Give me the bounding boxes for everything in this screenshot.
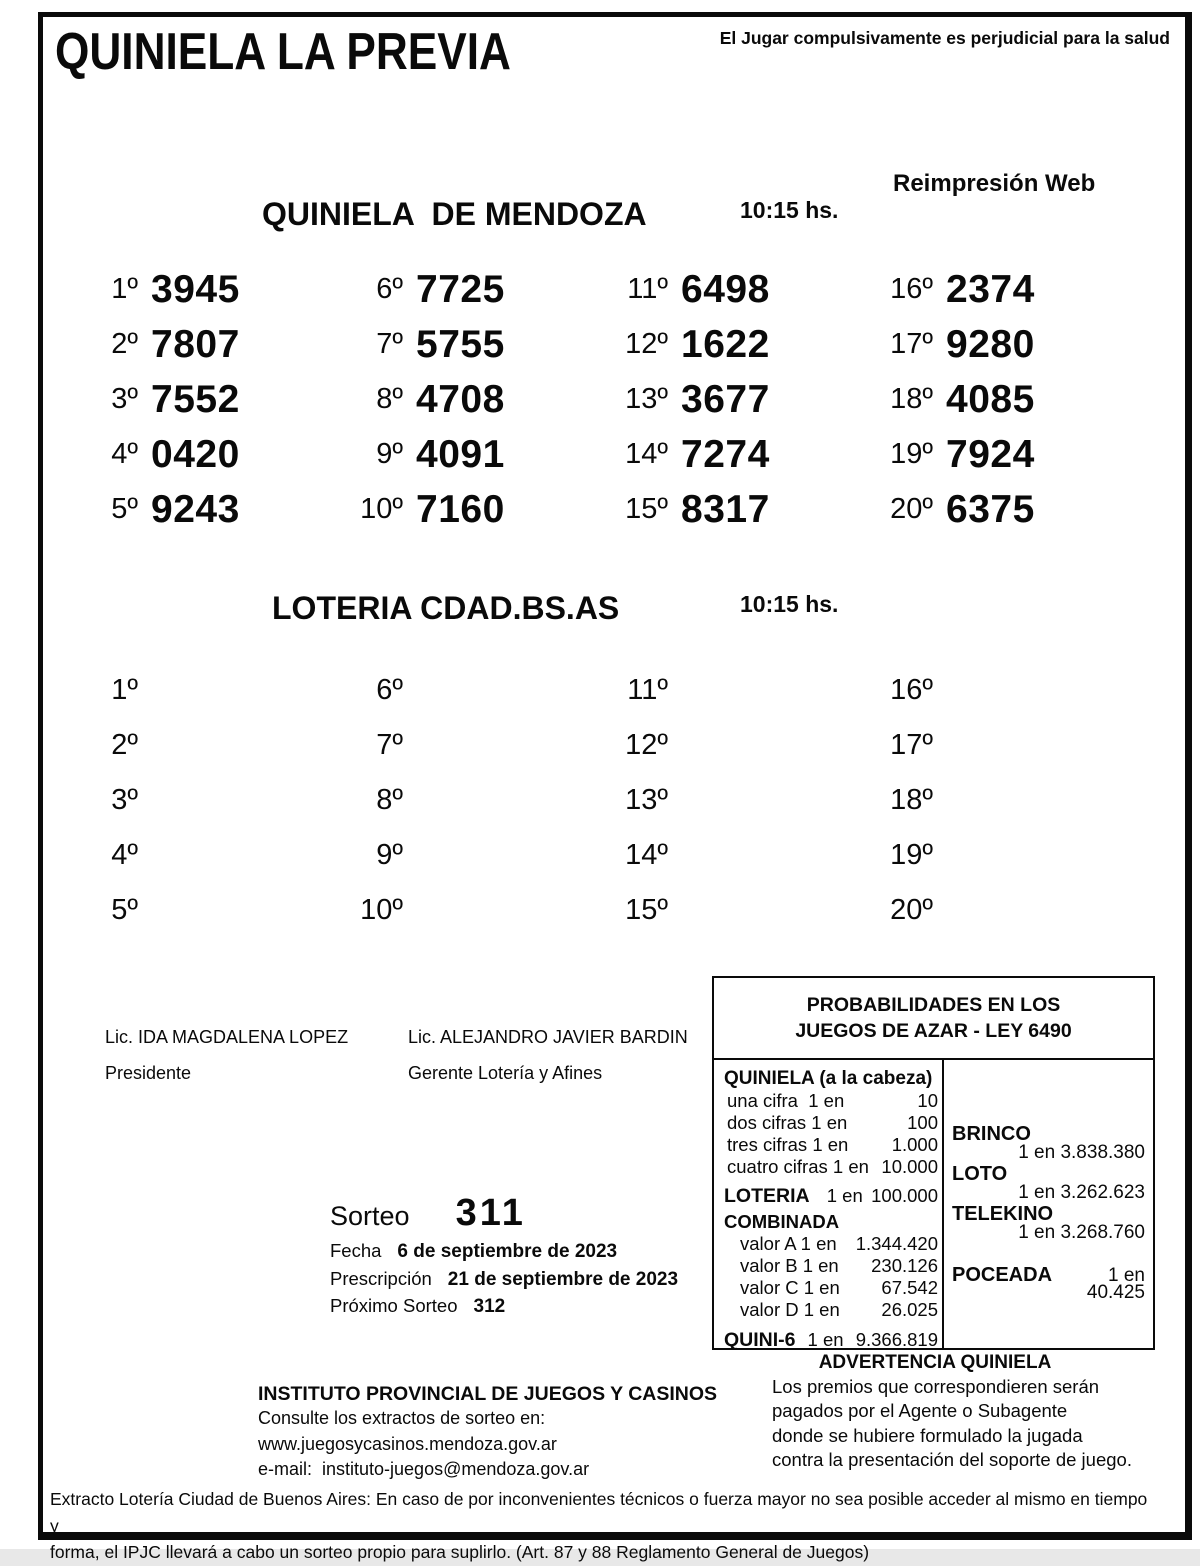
combinada-odds-row bbox=[724, 1233, 938, 1255]
bsas-result-cell bbox=[855, 828, 1120, 883]
result-position: 19º bbox=[890, 438, 933, 470]
game-name: TELEKINO bbox=[952, 1203, 1054, 1225]
advertencia-line: Los premios que correspondieren serán bbox=[772, 1376, 1100, 1397]
game-name: LOTO bbox=[952, 1163, 1008, 1185]
loteria-mid: 1 en bbox=[821, 1185, 863, 1206]
bsas-section-title: LOTERIA CDAD.BS.AS bbox=[272, 590, 620, 626]
mendoza-result-cell bbox=[325, 427, 590, 482]
probabilities-body bbox=[714, 1060, 1153, 1350]
probabilities-left-column bbox=[714, 1060, 944, 1350]
next-draw-row bbox=[330, 1293, 678, 1321]
mendoza-result-cell bbox=[60, 262, 325, 317]
mendoza-result-cell bbox=[60, 427, 325, 482]
mendoza-result-cell bbox=[590, 262, 855, 317]
odds-label: cuatro cifras 1 en bbox=[727, 1156, 869, 1177]
odds-value: 1.344.420 bbox=[855, 1233, 938, 1254]
quini6-mid: 1 en bbox=[807, 1329, 844, 1350]
result-position: 13º bbox=[625, 784, 668, 816]
footer-line2: forma, el IPJC llevará a cabo un sorteo propio para suplirlo. (Art. 87 y 88 Reglamento General de Juegos) bbox=[50, 1542, 870, 1562]
result-number: 9243 bbox=[151, 487, 240, 531]
odds-label: valor C 1 en bbox=[740, 1277, 840, 1298]
mendoza-result-cell bbox=[590, 482, 855, 537]
mendoza-result-cell bbox=[590, 427, 855, 482]
result-number: 7274 bbox=[681, 432, 770, 476]
probabilities-title-line1: PROBABILIDADES EN LOS bbox=[806, 994, 1061, 1016]
bsas-results-grid bbox=[60, 663, 1120, 938]
result-position: 7º bbox=[376, 729, 403, 761]
mendoza-results-grid bbox=[60, 262, 1120, 537]
loteria-value: 100.000 bbox=[871, 1185, 938, 1206]
odds-label: una cifra 1 en bbox=[727, 1090, 845, 1111]
result-position: 20º bbox=[890, 493, 933, 525]
draw-number-label: Sorteo bbox=[330, 1201, 410, 1231]
result-number: 6375 bbox=[946, 487, 1035, 531]
result-number: 7160 bbox=[416, 487, 505, 531]
result-position: 16º bbox=[890, 273, 933, 305]
mendoza-result-cell bbox=[590, 372, 855, 427]
draw-date-label: Fecha bbox=[330, 1240, 382, 1261]
bsas-result-cell bbox=[325, 883, 590, 938]
result-position: 5º bbox=[111, 493, 138, 525]
game-odds-value: 1 en 3.838.380 bbox=[1018, 1142, 1145, 1163]
combinada-odds-rows bbox=[724, 1233, 938, 1321]
odds-value: 26.025 bbox=[881, 1299, 938, 1320]
bsas-result-cell bbox=[325, 718, 590, 773]
footer-line1: Extracto Lotería Ciudad de Buenos Aires: En caso de por inconvenientes técnicos o fuerza mayor no sea posible acceder al mismo en tiempo y bbox=[50, 1489, 1148, 1536]
loteria-label: LOTERIA bbox=[724, 1185, 810, 1207]
draw-prescription-label: Prescripción bbox=[330, 1267, 432, 1289]
poceada-value: 1 en 40.425 bbox=[1086, 1265, 1145, 1303]
institute-website: www.juegosycasinos.mendoza.gov.ar bbox=[258, 1433, 557, 1454]
probabilities-title-line2: JUEGOS DE AZAR - LEY 6490 bbox=[795, 1020, 1072, 1042]
result-number: 7924 bbox=[946, 432, 1035, 476]
result-position: 13º bbox=[625, 383, 668, 415]
result-position: 18º bbox=[890, 383, 933, 415]
mendoza-result-cell bbox=[855, 317, 1120, 372]
game-odds-value: 1 en 3.262.623 bbox=[1018, 1182, 1145, 1203]
result-position: 10º bbox=[360, 894, 403, 926]
poceada-odds-row bbox=[952, 1265, 1147, 1301]
odds-value: 230.126 bbox=[871, 1255, 938, 1276]
bsas-draw-time: 10:15 hs. bbox=[740, 591, 839, 617]
bsas-result-cell bbox=[60, 883, 325, 938]
result-position: 18º bbox=[890, 784, 933, 816]
result-position: 11º bbox=[627, 674, 668, 706]
bsas-result-cell bbox=[855, 718, 1120, 773]
official-manager bbox=[408, 1027, 708, 1084]
quiniela-odds-row bbox=[724, 1134, 938, 1156]
result-number: 7552 bbox=[151, 377, 240, 421]
quiniela-odds-row bbox=[724, 1156, 938, 1178]
draw-prescription-value: 21 de septiembre de 2023 bbox=[447, 1268, 679, 1290]
odds-label: dos cifras 1 en bbox=[727, 1112, 848, 1133]
advertencia-title: ADVERTENCIA QUINIELA bbox=[818, 1352, 1052, 1373]
result-position: 19º bbox=[890, 839, 933, 871]
bsas-result-cell bbox=[60, 718, 325, 773]
result-number: 9280 bbox=[946, 322, 1035, 366]
institute-consult-line: Consulte los extractos de sorteo en: bbox=[258, 1408, 546, 1428]
mendoza-result-cell bbox=[855, 427, 1120, 482]
institute-email: e-mail: instituto-juegos@mendoza.gov.ar bbox=[258, 1459, 590, 1479]
loteria-odds-row bbox=[724, 1184, 938, 1208]
bsas-result-cell bbox=[325, 773, 590, 828]
result-number: 6498 bbox=[681, 267, 770, 311]
result-position: 9º bbox=[376, 839, 403, 871]
result-position: 1º bbox=[111, 674, 138, 706]
game-name: BRINCO bbox=[952, 1123, 1031, 1145]
official-name: Lic. ALEJANDRO JAVIER BARDIN bbox=[408, 1027, 688, 1047]
result-position: 3º bbox=[111, 383, 138, 415]
odds-label: valor B 1 en bbox=[740, 1255, 839, 1276]
draw-info bbox=[330, 1192, 678, 1321]
mendoza-result-cell bbox=[855, 482, 1120, 537]
result-position: 5º bbox=[111, 894, 138, 926]
odds-value: 1.000 bbox=[891, 1134, 938, 1155]
draw-number-row bbox=[330, 1192, 678, 1238]
combinada-header: COMBINADA bbox=[724, 1211, 840, 1232]
odds-value: 67.542 bbox=[881, 1277, 938, 1298]
bsas-result-cell bbox=[325, 663, 590, 718]
combinada-odds-row bbox=[724, 1255, 938, 1277]
draw-prescription-row bbox=[330, 1266, 678, 1294]
result-position: 12º bbox=[625, 328, 668, 360]
mendoza-result-cell bbox=[325, 482, 590, 537]
result-position: 20º bbox=[890, 894, 933, 926]
result-position: 3º bbox=[111, 784, 138, 816]
result-position: 10º bbox=[360, 493, 403, 525]
mendoza-result-cell bbox=[855, 262, 1120, 317]
advertencia-text bbox=[770, 1375, 1168, 1472]
result-number: 2374 bbox=[946, 267, 1035, 311]
next-draw-value: 312 bbox=[473, 1296, 506, 1317]
result-number: 0420 bbox=[151, 432, 240, 476]
odds-value: 10 bbox=[917, 1090, 938, 1111]
combinada-odds-row bbox=[724, 1277, 938, 1299]
advertencia-block bbox=[770, 1351, 1168, 1472]
quini6-odds-row bbox=[724, 1328, 938, 1352]
odds-label: valor A 1 en bbox=[740, 1233, 837, 1254]
result-position: 17º bbox=[890, 729, 933, 761]
result-position: 2º bbox=[111, 328, 138, 360]
result-position: 14º bbox=[625, 839, 668, 871]
mendoza-result-cell bbox=[325, 317, 590, 372]
bsas-result-cell bbox=[60, 773, 325, 828]
result-number: 1622 bbox=[681, 322, 770, 366]
result-position: 8º bbox=[376, 784, 403, 816]
result-position: 15º bbox=[625, 493, 668, 525]
game-odds-block bbox=[952, 1124, 1147, 1161]
quiniela-odds-row bbox=[724, 1112, 938, 1134]
result-position: 6º bbox=[376, 273, 403, 305]
result-number: 8317 bbox=[681, 487, 770, 531]
bsas-result-cell bbox=[590, 773, 855, 828]
bsas-result-cell bbox=[590, 828, 855, 883]
mendoza-section-title: QUINIELA DE MENDOZA bbox=[262, 196, 647, 232]
other-games-odds bbox=[952, 1124, 1147, 1241]
result-position: 14º bbox=[625, 438, 668, 470]
advertencia-line: contra la presentación del soporte de juego. bbox=[772, 1448, 1132, 1470]
combinada-odds-row bbox=[724, 1299, 938, 1321]
result-position: 2º bbox=[111, 729, 138, 761]
result-position: 7º bbox=[376, 328, 403, 360]
advertencia-line: pagados por el Agente o Subagente bbox=[772, 1400, 1068, 1422]
draw-number-value: 311 bbox=[455, 1192, 526, 1234]
result-number: 7725 bbox=[416, 267, 505, 311]
draw-date-row bbox=[330, 1238, 678, 1266]
quiniela-odds-rows bbox=[724, 1090, 938, 1178]
mendoza-result-cell bbox=[60, 482, 325, 537]
result-number: 3945 bbox=[151, 267, 240, 311]
result-number: 4091 bbox=[416, 432, 505, 476]
result-number: 4708 bbox=[416, 377, 505, 421]
result-number: 4085 bbox=[946, 377, 1035, 421]
bsas-result-cell bbox=[590, 718, 855, 773]
bsas-result-cell bbox=[60, 828, 325, 883]
result-position: 12º bbox=[625, 729, 668, 761]
bsas-result-cell bbox=[855, 773, 1120, 828]
result-position: 4º bbox=[111, 839, 138, 871]
bsas-result-cell bbox=[855, 883, 1120, 938]
mendoza-result-cell bbox=[325, 262, 590, 317]
result-position: 4º bbox=[111, 438, 138, 470]
odds-label: valor D 1 en bbox=[740, 1299, 840, 1320]
quiniela-header: QUINIELA (a la cabeza) bbox=[724, 1068, 933, 1089]
official-role: Presidente bbox=[105, 1063, 192, 1083]
probabilities-right-column bbox=[944, 1060, 1153, 1350]
mendoza-result-cell bbox=[590, 317, 855, 372]
institute-info bbox=[258, 1382, 717, 1483]
result-position: 15º bbox=[625, 894, 668, 926]
result-position: 11º bbox=[627, 273, 668, 305]
official-name: Lic. IDA MAGDALENA LOPEZ bbox=[105, 1027, 349, 1047]
result-position: 9º bbox=[376, 438, 403, 470]
result-position: 6º bbox=[376, 674, 403, 706]
game-odds-block bbox=[952, 1204, 1147, 1241]
mendoza-draw-time: 10:15 hs. bbox=[740, 197, 839, 223]
game-odds-block bbox=[952, 1164, 1147, 1201]
odds-value: 100 bbox=[907, 1112, 938, 1133]
reprint-label: Reimpresión Web bbox=[893, 170, 1096, 197]
bsas-result-cell bbox=[590, 883, 855, 938]
official-role: Gerente Lotería y Afines bbox=[408, 1063, 603, 1083]
advertencia-line: donde se hubiere formulado la jugada bbox=[772, 1424, 1083, 1446]
official-president bbox=[105, 1027, 405, 1084]
institute-name: INSTITUTO PROVINCIAL DE JUEGOS Y CASINOS bbox=[258, 1383, 718, 1405]
mendoza-result-cell bbox=[60, 317, 325, 372]
quini6-label: QUINI-6 bbox=[724, 1329, 796, 1351]
page-title: QUINIELA LA PREVIA bbox=[55, 23, 511, 81]
probabilities-title bbox=[714, 978, 1153, 1060]
bsas-result-cell bbox=[590, 663, 855, 718]
odds-label: tres cifras 1 en bbox=[727, 1134, 849, 1155]
bsas-result-cell bbox=[60, 663, 325, 718]
quiniela-odds-row bbox=[724, 1090, 938, 1112]
result-number: 5755 bbox=[416, 322, 505, 366]
result-position: 16º bbox=[890, 674, 933, 706]
result-number: 7807 bbox=[151, 322, 240, 366]
game-odds-value: 1 en 3.268.760 bbox=[1018, 1222, 1145, 1243]
mendoza-result-cell bbox=[325, 372, 590, 427]
mendoza-result-cell bbox=[60, 372, 325, 427]
bsas-result-cell bbox=[325, 828, 590, 883]
odds-value: 10.000 bbox=[881, 1156, 938, 1177]
result-number: 3677 bbox=[681, 377, 770, 421]
probabilities-box bbox=[712, 976, 1155, 1350]
result-position: 17º bbox=[890, 328, 933, 360]
draw-date-value: 6 de septiembre de 2023 bbox=[397, 1241, 618, 1262]
footer-note bbox=[50, 1486, 1160, 1566]
mendoza-result-cell bbox=[855, 372, 1120, 427]
poceada-label: POCEADA bbox=[952, 1264, 1053, 1286]
result-position: 8º bbox=[376, 383, 403, 415]
next-draw-label: Próximo Sorteo bbox=[330, 1295, 458, 1316]
result-position: 1º bbox=[111, 273, 138, 305]
bsas-result-cell bbox=[855, 663, 1120, 718]
quini6-value: 9.366.819 bbox=[855, 1329, 938, 1350]
gambling-warning: El Jugar compulsivamente es perjudicial para la salud bbox=[719, 28, 1170, 48]
